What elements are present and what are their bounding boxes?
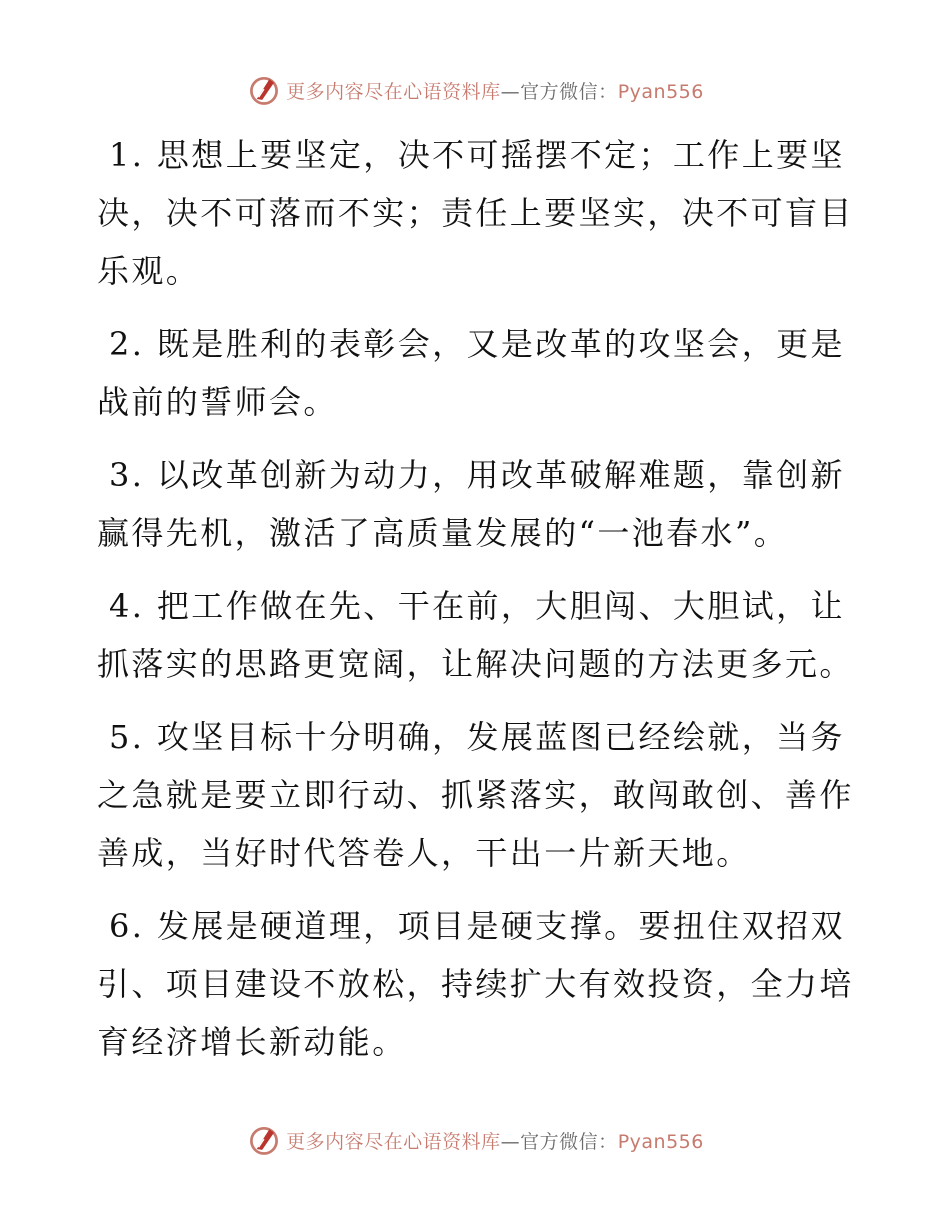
pen-nib-circle-icon	[246, 1122, 282, 1158]
paragraph-5: 5. 攻坚目标十分明确，发展蓝图已经绘就，当务之急就是要立即行动、抓紧落实，敢闯敢创、善作善成，当好时代答卷人，干出一片新天地。	[97, 718, 854, 872]
footer-watermark	[0, 1120, 950, 1160]
watermark-wechat-id: Pyan556	[617, 80, 704, 103]
watermark-slogan: 更多内容尽在心语资料库	[286, 80, 501, 103]
document-body	[97, 126, 857, 1086]
watermark-slogan: 更多内容尽在心语资料库	[286, 1130, 501, 1153]
paragraph-6: 6. 发展是硬道理，项目是硬支撑。要扭住双招双引、项目建设不放松，持续扩大有效投资，全力培育经济增长新动能。	[97, 907, 854, 1061]
paragraph-4: 4. 把工作做在先、干在前，大胆闯、大胆试，让抓落实的思路更宽阔，让解决问题的方法更多元。	[97, 587, 854, 683]
paragraph-3: 3. 以改革创新为动力，用改革破解难题，靠创新赢得先机，激活了高质量发展的“一池春水”。	[97, 456, 845, 552]
paragraph-2: 2. 既是胜利的表彰会，又是改革的攻坚会，更是战前的誓师会。	[97, 325, 845, 421]
pen-nib-circle-icon	[246, 72, 282, 108]
header-watermark	[0, 70, 950, 110]
paragraph-1: 1. 思想上要坚定，决不可摇摆不定；工作上要坚决，决不可落而不实；责任上要坚实，决不可盲目乐观。	[97, 136, 854, 290]
watermark-official-label: —官方微信：	[500, 1130, 618, 1153]
watermark-wechat-id: Pyan556	[617, 1130, 704, 1153]
watermark-official-label: —官方微信：	[500, 80, 618, 103]
